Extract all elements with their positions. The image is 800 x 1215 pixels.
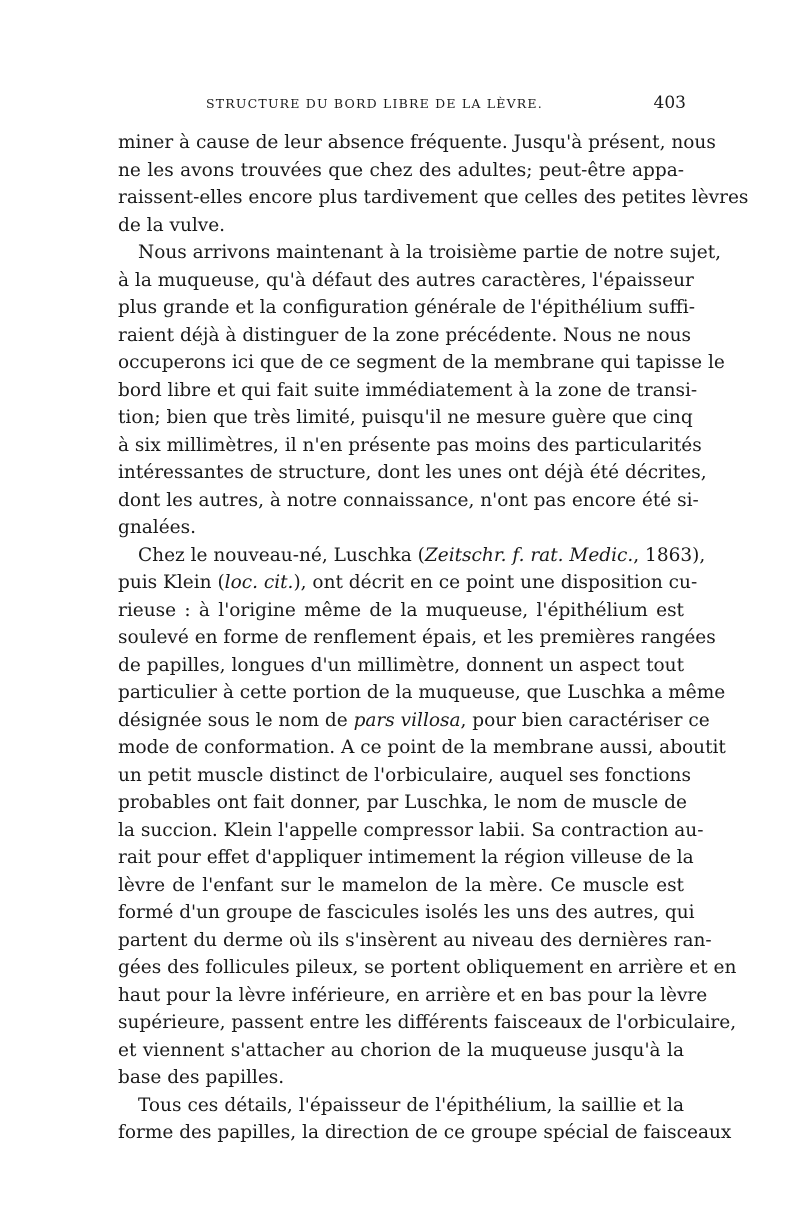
text-fragment: ), ont décrit en ce point une disposition cu- [293, 572, 698, 593]
running-title: STRUCTURE DU BORD LIBRE DE LA LÈVRE. [206, 96, 543, 111]
text-line: gnalées. [118, 517, 196, 538]
text-line: intéressantes de structure, dont les unes ont déjà été décrites, [118, 462, 707, 483]
text-fragment: Chez le nouveau-né, Luschka ( [138, 544, 425, 566]
text-line: haut pour la lèvre inférieure, en arrière et en bas pour la lèvre [118, 984, 708, 1006]
text-line: rait pour effet d'appliquer intimement la région villeuse de la [118, 847, 694, 868]
text-line [118, 569, 698, 597]
text-line: mode de conformation. A ce point de la membrane aussi, aboutit [118, 737, 726, 758]
text-line: miner à cause de leur absence fréquente. Jusqu'à présent, nous [118, 132, 716, 153]
text-line: de la vulve. [118, 214, 226, 236]
body-text [118, 129, 749, 1147]
text-line: forme des papilles, la direction de ce groupe spécial de faisceaux [118, 1122, 732, 1143]
text-line: la succion. Klein l'appelle compressor labii. Sa contraction au- [118, 819, 704, 841]
text-line: particulier à cette portion de la muqueuse, que Luschka a même [118, 682, 726, 703]
text-line: supérieure, passent entre les différents faisceaux de l'orbiculaire, [118, 1012, 737, 1033]
text-line [118, 542, 706, 570]
text-line: lèvre de l'enfant sur le mamelon de la mère. Ce muscle est [118, 874, 684, 896]
text-line: tion; bien que très limité, puisqu'il ne mesure guère que cinq [118, 407, 693, 428]
text-line: partent du derme où ils s'insèrent au niveau des dernières ran- [118, 929, 712, 951]
text-line: à la muqueuse, qu'à défaut des autres caractères, l'épaisseur [118, 269, 694, 291]
text-line: Nous arrivons maintenant à la troisième partie de notre sujet, [138, 242, 722, 263]
latin-term: pars villosa [353, 709, 461, 731]
text-line: plus grande et la configuration générale de l'épithélium suffi- [118, 297, 695, 318]
text-line: de papilles, longues d'un millimètre, donnent un aspect tout [118, 654, 684, 676]
text-line: formé d'un groupe de fascicules isolés les uns des autres, qui [118, 902, 695, 923]
text-fragment: puis Klein ( [118, 572, 225, 593]
text-line: un petit muscle distinct de l'orbiculaire, auquel ses fonctions [118, 764, 691, 786]
text-line: ne les avons trouvées que chez des adultes; peut-être appa- [118, 159, 684, 181]
text-line: occuperons ici que de ce segment de la membrane qui tapisse le [118, 352, 725, 373]
text-fragment: , pour bien caractériser ce [460, 709, 710, 731]
text-line: et viennent s'attacher au chorion de la muqueuse jusqu'à la [118, 1039, 684, 1061]
page-number: 403 [653, 93, 686, 113]
text-line: gées des follicules pileux, se portent obliquement en arrière et en [118, 957, 737, 978]
text-line: raissent-elles encore plus tardivement que celles des petites lèvres [118, 187, 749, 208]
citation: Zeitschr. f. rat. Medic. [424, 544, 634, 566]
text-line: base des papilles. [118, 1067, 285, 1088]
text-fragment: désignée sous le nom de [118, 709, 354, 731]
text-line: raient déjà à distinguer de la zone précédente. Nous ne nous [118, 324, 692, 346]
text-line: dont les autres, à notre connaissance, n'ont pas encore été si- [118, 489, 699, 511]
text-line: soulevé en forme de renflement épais, et les premières rangées [118, 627, 716, 648]
text-line: à six millimètres, il n'en présente pas moins des particularités [118, 434, 702, 456]
running-head [118, 93, 686, 120]
text-line: rieuse : à l'origine même de la muqueuse, l'épithélium est [118, 599, 684, 621]
citation: loc. cit. [224, 572, 294, 593]
text-line: probables ont fait donner, par Luschka, le nom de muscle de [118, 792, 687, 813]
text-line [118, 707, 710, 735]
text-line: Tous ces détails, l'épaisseur de l'épithélium, la saillie et la [138, 1094, 684, 1116]
text-fragment: , 1863), [633, 544, 706, 566]
text-line: bord libre et qui fait suite immédiatement à la zone de transi- [118, 379, 698, 401]
